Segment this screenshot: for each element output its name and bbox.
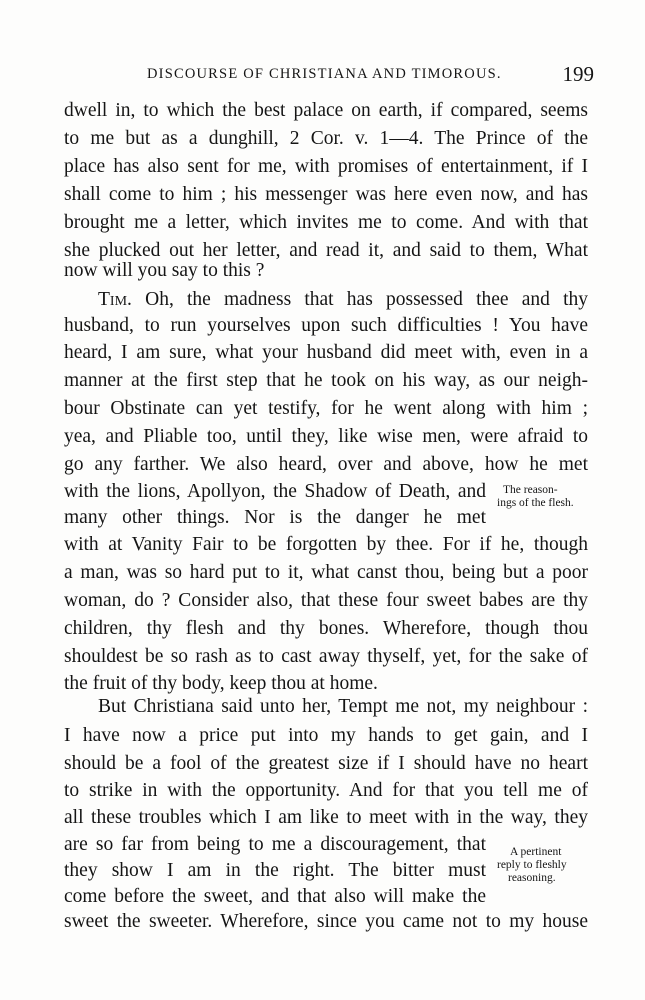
side-note-line: A pertinent <box>510 846 562 858</box>
text-line: now will you say to this ? <box>64 260 265 281</box>
text-line: are so far from being to me a discouragement, that <box>64 834 486 855</box>
text-line: with at Vanity Fair to be forgotten by thee. For if he, though <box>64 534 588 555</box>
text-line: children, thy flesh and thy bones. Wherefore, though thou <box>64 618 588 639</box>
text-line: husband, to run yourselves upon such difficulties ! You have <box>64 315 588 336</box>
speech-line <box>98 288 588 312</box>
text-line: she plucked out her letter, and read it, and said to them, What <box>64 240 588 261</box>
text-line: they show I am in the right. The bitter must <box>64 860 486 881</box>
text-line: to strike in with the opportunity. And for that you tell me of <box>64 780 588 801</box>
side-note-line: reasoning. <box>508 872 556 884</box>
text-line: yea, and Pliable too, until they, like wise men, were afraid to <box>64 426 588 447</box>
side-note-line: ings of the flesh. <box>497 497 574 509</box>
text-line: to me but as a dunghill, 2 Cor. v. 1—4. The Prince of the <box>64 128 588 149</box>
text-line: heard, I am sure, what your husband did meet with, even in a <box>64 342 588 363</box>
speaker-label: Tim. <box>98 289 132 310</box>
text-line: dwell in, to which the best palace on earth, if compared, seems <box>64 100 588 121</box>
text-line: place has also sent for me, with promises of entertainment, if I <box>64 156 588 177</box>
text-line: bour Obstinate can yet testify, for he went along with him ; <box>64 398 588 419</box>
text-line: shall come to him ; his messenger was here even now, and has <box>64 184 588 205</box>
side-note-line: reply to fleshly <box>497 859 567 871</box>
text-line: I have now a price put into my hands to get gain, and I <box>64 725 588 746</box>
text-line: go any farther. We also heard, over and above, how he met <box>64 454 588 475</box>
running-head <box>64 62 594 86</box>
text-line: a man, was so hard put to it, what canst thou, being but a poor <box>64 562 588 583</box>
text-line: come before the sweet, and that also will make the <box>64 886 486 907</box>
text-line: the fruit of thy body, keep thou at home. <box>64 673 378 694</box>
speech-text: Oh, the madness that has possessed thee and thy <box>145 289 589 310</box>
side-note-line: The reason- <box>503 484 558 496</box>
text-line: with the lions, Apollyon, the Shadow of Death, and <box>64 481 486 502</box>
text-line: should be a fool of the greatest size if I should have no heart <box>64 753 588 774</box>
text-line: all these troubles which I am like to meet with in the way, they <box>64 807 588 828</box>
text-line: woman, do ? Consider also, that these four sweet babes are thy <box>64 590 588 611</box>
text-line: shouldest be so rash as to cast away thyself, yet, for the sake of <box>64 646 588 667</box>
page-number: 199 <box>562 62 594 86</box>
text-line: brought me a letter, which invites me to come. And with that <box>64 212 588 233</box>
text-line: many other things. Nor is the danger he met <box>64 507 486 528</box>
running-title: DISCOURSE OF CHRISTIANA AND TIMOROUS. <box>147 66 502 82</box>
text-line: But Christiana said unto her, Tempt me not, my neighbour : <box>98 696 588 717</box>
text-line: sweet the sweeter. Wherefore, since you came not to my house <box>64 911 588 932</box>
text-line: manner at the first step that he took on his way, as our neigh- <box>64 370 588 391</box>
